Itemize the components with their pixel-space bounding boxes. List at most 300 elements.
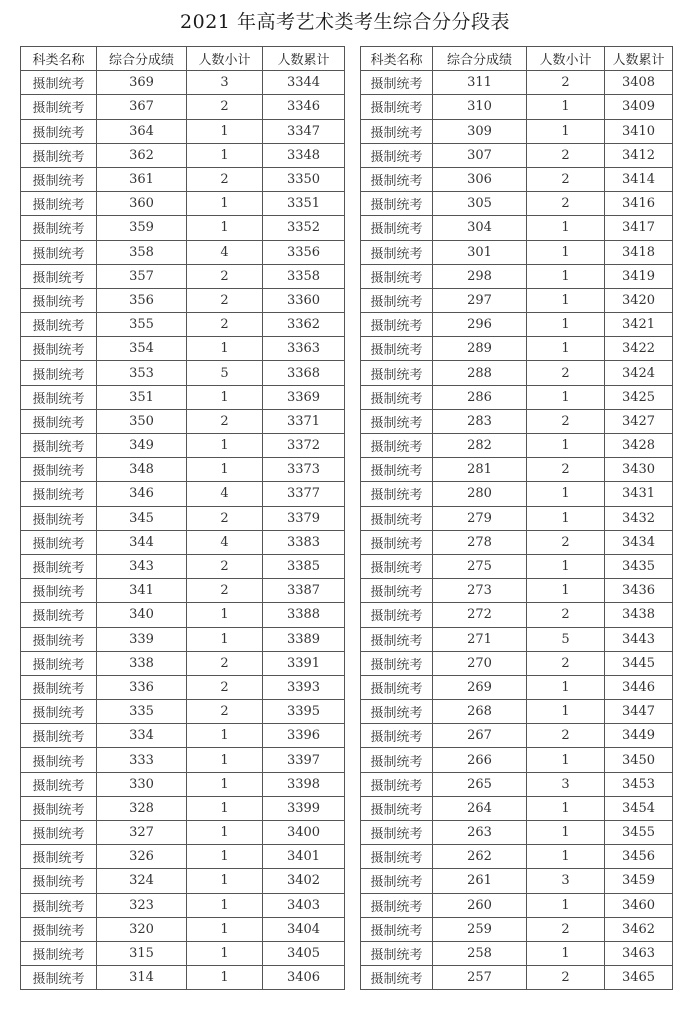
score-cell: 281 [433, 458, 527, 482]
cumulative-cell: 3431 [605, 482, 673, 506]
subject-cell: 摄制统考 [361, 167, 433, 191]
table-row [361, 966, 673, 990]
table-row [21, 119, 345, 143]
count-cell: 1 [187, 845, 263, 869]
table-row [21, 796, 345, 820]
table-row [21, 941, 345, 965]
count-cell: 1 [187, 337, 263, 361]
count-cell: 2 [527, 458, 605, 482]
count-cell: 2 [527, 966, 605, 990]
subject-cell: 摄制统考 [361, 361, 433, 385]
table-row [21, 917, 345, 941]
subject-cell: 摄制统考 [21, 821, 97, 845]
score-cell: 263 [433, 821, 527, 845]
cumulative-cell: 3425 [605, 385, 673, 409]
count-cell: 1 [527, 434, 605, 458]
subject-cell: 摄制统考 [361, 458, 433, 482]
count-cell: 2 [527, 361, 605, 385]
count-cell: 1 [187, 893, 263, 917]
cumulative-cell: 3404 [263, 917, 345, 941]
subject-cell: 摄制统考 [361, 192, 433, 216]
count-cell: 2 [527, 143, 605, 167]
score-cell: 289 [433, 337, 527, 361]
header-cumulative: 人数累计 [263, 47, 345, 71]
cumulative-cell: 3391 [263, 651, 345, 675]
score-cell: 309 [433, 119, 527, 143]
subject-cell: 摄制统考 [21, 167, 97, 191]
table-header-row [361, 47, 673, 71]
count-cell: 1 [527, 337, 605, 361]
subject-cell: 摄制统考 [21, 966, 97, 990]
subject-cell: 摄制统考 [21, 409, 97, 433]
subject-cell: 摄制统考 [21, 482, 97, 506]
score-cell: 307 [433, 143, 527, 167]
score-cell: 267 [433, 724, 527, 748]
count-cell: 2 [187, 264, 263, 288]
score-cell: 359 [97, 216, 187, 240]
subject-cell: 摄制统考 [361, 651, 433, 675]
table-row [361, 603, 673, 627]
subject-cell: 摄制统考 [21, 554, 97, 578]
count-cell: 1 [527, 264, 605, 288]
table-row [21, 288, 345, 312]
header-count: 人数小计 [187, 47, 263, 71]
cumulative-cell: 3420 [605, 288, 673, 312]
count-cell: 3 [527, 869, 605, 893]
table-header-row [21, 47, 345, 71]
table-row [361, 143, 673, 167]
cumulative-cell: 3416 [605, 192, 673, 216]
subject-cell: 摄制统考 [21, 95, 97, 119]
subject-cell: 摄制统考 [361, 554, 433, 578]
cumulative-cell: 3371 [263, 409, 345, 433]
count-cell: 3 [187, 71, 263, 95]
count-cell: 2 [527, 167, 605, 191]
cumulative-cell: 3377 [263, 482, 345, 506]
score-cell: 338 [97, 651, 187, 675]
count-cell: 1 [187, 724, 263, 748]
count-cell: 1 [187, 869, 263, 893]
table-row [21, 313, 345, 337]
score-cell: 367 [97, 95, 187, 119]
count-cell: 1 [527, 675, 605, 699]
cumulative-cell: 3368 [263, 361, 345, 385]
subject-cell: 摄制统考 [361, 772, 433, 796]
count-cell: 1 [187, 603, 263, 627]
table-row [21, 240, 345, 264]
cumulative-cell: 3419 [605, 264, 673, 288]
score-cell: 345 [97, 506, 187, 530]
subject-cell: 摄制统考 [21, 434, 97, 458]
subject-cell: 摄制统考 [21, 143, 97, 167]
score-cell: 360 [97, 192, 187, 216]
score-cell: 351 [97, 385, 187, 409]
count-cell: 1 [527, 700, 605, 724]
cumulative-cell: 3434 [605, 530, 673, 554]
subject-cell: 摄制统考 [21, 748, 97, 772]
subject-cell: 摄制统考 [361, 482, 433, 506]
table-row [361, 845, 673, 869]
score-cell: 334 [97, 724, 187, 748]
count-cell: 1 [187, 192, 263, 216]
table-row [361, 893, 673, 917]
cumulative-cell: 3395 [263, 700, 345, 724]
cumulative-cell: 3430 [605, 458, 673, 482]
table-row [361, 869, 673, 893]
table-row [361, 313, 673, 337]
cumulative-cell: 3462 [605, 917, 673, 941]
subject-cell: 摄制统考 [361, 337, 433, 361]
subject-cell: 摄制统考 [361, 409, 433, 433]
table-row [21, 603, 345, 627]
table-row [361, 458, 673, 482]
count-cell: 1 [527, 240, 605, 264]
subject-cell: 摄制统考 [21, 530, 97, 554]
score-cell: 286 [433, 385, 527, 409]
count-cell: 1 [527, 893, 605, 917]
count-cell: 2 [187, 95, 263, 119]
score-table-right [360, 46, 673, 990]
table-row [361, 167, 673, 191]
table-row [361, 119, 673, 143]
subject-cell: 摄制统考 [361, 264, 433, 288]
cumulative-cell: 3432 [605, 506, 673, 530]
score-cell: 270 [433, 651, 527, 675]
subject-cell: 摄制统考 [361, 95, 433, 119]
subject-cell: 摄制统考 [21, 579, 97, 603]
count-cell: 2 [527, 192, 605, 216]
cumulative-cell: 3348 [263, 143, 345, 167]
count-cell: 2 [187, 700, 263, 724]
table-row [361, 506, 673, 530]
subject-cell: 摄制统考 [361, 845, 433, 869]
score-cell: 344 [97, 530, 187, 554]
subject-cell: 摄制统考 [361, 821, 433, 845]
score-cell: 262 [433, 845, 527, 869]
cumulative-cell: 3459 [605, 869, 673, 893]
score-cell: 301 [433, 240, 527, 264]
score-cell: 355 [97, 313, 187, 337]
cumulative-cell: 3424 [605, 361, 673, 385]
score-cell: 259 [433, 917, 527, 941]
count-cell: 2 [187, 506, 263, 530]
count-cell: 2 [527, 917, 605, 941]
header-subject: 科类名称 [361, 47, 433, 71]
count-cell: 1 [187, 385, 263, 409]
subject-cell: 摄制统考 [21, 71, 97, 95]
table-row [361, 216, 673, 240]
subject-cell: 摄制统考 [361, 71, 433, 95]
score-table-left [20, 46, 345, 990]
table-row [21, 627, 345, 651]
subject-cell: 摄制统考 [21, 651, 97, 675]
subject-cell: 摄制统考 [21, 119, 97, 143]
score-cell: 261 [433, 869, 527, 893]
subject-cell: 摄制统考 [361, 530, 433, 554]
subject-cell: 摄制统考 [21, 264, 97, 288]
table-row [21, 845, 345, 869]
subject-cell: 摄制统考 [361, 579, 433, 603]
count-cell: 1 [187, 119, 263, 143]
score-cell: 323 [97, 893, 187, 917]
table-row [21, 482, 345, 506]
score-cell: 341 [97, 579, 187, 603]
page-title: 2021 年高考艺术类考生综合分分段表 [180, 11, 510, 33]
count-cell: 2 [527, 724, 605, 748]
table-row [361, 337, 673, 361]
count-cell: 2 [187, 675, 263, 699]
count-cell: 3 [527, 772, 605, 796]
cumulative-cell: 3463 [605, 941, 673, 965]
cumulative-cell: 3435 [605, 554, 673, 578]
score-cell: 273 [433, 579, 527, 603]
cumulative-cell: 3453 [605, 772, 673, 796]
score-cell: 306 [433, 167, 527, 191]
cumulative-cell: 3436 [605, 579, 673, 603]
cumulative-cell: 3372 [263, 434, 345, 458]
count-cell: 4 [187, 240, 263, 264]
cumulative-cell: 3393 [263, 675, 345, 699]
table-row [361, 941, 673, 965]
table-row [361, 264, 673, 288]
count-cell: 2 [187, 554, 263, 578]
table-row [361, 917, 673, 941]
subject-cell: 摄制统考 [361, 603, 433, 627]
table-row [21, 869, 345, 893]
cumulative-cell: 3352 [263, 216, 345, 240]
table-row [361, 821, 673, 845]
table-row [361, 385, 673, 409]
table-row [361, 71, 673, 95]
count-cell: 2 [187, 579, 263, 603]
count-cell: 5 [187, 361, 263, 385]
count-cell: 4 [187, 530, 263, 554]
score-cell: 349 [97, 434, 187, 458]
score-cell: 336 [97, 675, 187, 699]
subject-cell: 摄制统考 [21, 675, 97, 699]
cumulative-cell: 3398 [263, 772, 345, 796]
cumulative-cell: 3406 [263, 966, 345, 990]
table-row [361, 530, 673, 554]
count-cell: 2 [527, 409, 605, 433]
cumulative-cell: 3412 [605, 143, 673, 167]
table-row [21, 966, 345, 990]
subject-cell: 摄制统考 [21, 506, 97, 530]
score-cell: 310 [433, 95, 527, 119]
table-row [361, 724, 673, 748]
subject-cell: 摄制统考 [361, 506, 433, 530]
table-row [21, 506, 345, 530]
subject-cell: 摄制统考 [361, 941, 433, 965]
score-cell: 339 [97, 627, 187, 651]
subject-cell: 摄制统考 [21, 845, 97, 869]
score-cell: 269 [433, 675, 527, 699]
score-cell: 364 [97, 119, 187, 143]
subject-cell: 摄制统考 [21, 458, 97, 482]
score-cell: 324 [97, 869, 187, 893]
score-cell: 350 [97, 409, 187, 433]
cumulative-cell: 3402 [263, 869, 345, 893]
score-cell: 279 [433, 506, 527, 530]
table-row [21, 772, 345, 796]
score-cell: 340 [97, 603, 187, 627]
cumulative-cell: 3455 [605, 821, 673, 845]
subject-cell: 摄制统考 [361, 119, 433, 143]
table-row [21, 579, 345, 603]
score-cell: 320 [97, 917, 187, 941]
count-cell: 4 [187, 482, 263, 506]
score-cell: 282 [433, 434, 527, 458]
table-row [21, 554, 345, 578]
count-cell: 1 [527, 554, 605, 578]
score-cell: 296 [433, 313, 527, 337]
table-row [21, 167, 345, 191]
subject-cell: 摄制统考 [21, 941, 97, 965]
cumulative-cell: 3428 [605, 434, 673, 458]
cumulative-cell: 3385 [263, 554, 345, 578]
table-row [361, 579, 673, 603]
cumulative-cell: 3438 [605, 603, 673, 627]
table-row [361, 95, 673, 119]
subject-cell: 摄制统考 [21, 240, 97, 264]
table-row [21, 95, 345, 119]
cumulative-cell: 3350 [263, 167, 345, 191]
cumulative-cell: 3358 [263, 264, 345, 288]
cumulative-cell: 3427 [605, 409, 673, 433]
table-row [361, 482, 673, 506]
cumulative-cell: 3356 [263, 240, 345, 264]
count-cell: 1 [187, 216, 263, 240]
score-cell: 353 [97, 361, 187, 385]
cumulative-cell: 3408 [605, 71, 673, 95]
score-cell: 265 [433, 772, 527, 796]
count-cell: 1 [527, 845, 605, 869]
cumulative-cell: 3446 [605, 675, 673, 699]
cumulative-cell: 3360 [263, 288, 345, 312]
cumulative-cell: 3422 [605, 337, 673, 361]
score-cell: 354 [97, 337, 187, 361]
cumulative-cell: 3401 [263, 845, 345, 869]
score-cell: 271 [433, 627, 527, 651]
table-row [21, 458, 345, 482]
subject-cell: 摄制统考 [361, 893, 433, 917]
cumulative-cell: 3388 [263, 603, 345, 627]
score-cell: 258 [433, 941, 527, 965]
subject-cell: 摄制统考 [21, 724, 97, 748]
cumulative-cell: 3344 [263, 71, 345, 95]
table-row [21, 409, 345, 433]
table-row [21, 724, 345, 748]
score-cell: 328 [97, 796, 187, 820]
header-subject: 科类名称 [21, 47, 97, 71]
score-cell: 257 [433, 966, 527, 990]
cumulative-cell: 3399 [263, 796, 345, 820]
cumulative-cell: 3400 [263, 821, 345, 845]
header-count: 人数小计 [527, 47, 605, 71]
cumulative-cell: 3409 [605, 95, 673, 119]
count-cell: 2 [527, 603, 605, 627]
count-cell: 1 [527, 95, 605, 119]
table-row [21, 71, 345, 95]
table-row [21, 821, 345, 845]
count-cell: 2 [187, 651, 263, 675]
subject-cell: 摄制统考 [361, 434, 433, 458]
score-cell: 304 [433, 216, 527, 240]
table-row [21, 434, 345, 458]
score-cell: 327 [97, 821, 187, 845]
count-cell: 1 [527, 506, 605, 530]
score-cell: 283 [433, 409, 527, 433]
subject-cell: 摄制统考 [21, 216, 97, 240]
count-cell: 1 [187, 772, 263, 796]
table-row [21, 530, 345, 554]
count-cell: 2 [187, 409, 263, 433]
score-cell: 311 [433, 71, 527, 95]
table-row [21, 216, 345, 240]
subject-cell: 摄制统考 [361, 966, 433, 990]
cumulative-cell: 3405 [263, 941, 345, 965]
subject-cell: 摄制统考 [21, 385, 97, 409]
subject-cell: 摄制统考 [21, 893, 97, 917]
table-row [361, 554, 673, 578]
table-row [361, 240, 673, 264]
subject-cell: 摄制统考 [361, 869, 433, 893]
count-cell: 1 [187, 966, 263, 990]
table-row [21, 192, 345, 216]
count-cell: 2 [527, 651, 605, 675]
count-cell: 1 [187, 917, 263, 941]
cumulative-cell: 3447 [605, 700, 673, 724]
cumulative-cell: 3456 [605, 845, 673, 869]
count-cell: 1 [187, 434, 263, 458]
score-cell: 348 [97, 458, 187, 482]
count-cell: 1 [527, 385, 605, 409]
table-row [21, 893, 345, 917]
count-cell: 1 [527, 313, 605, 337]
table-row [361, 434, 673, 458]
table-row [361, 361, 673, 385]
subject-cell: 摄制统考 [361, 240, 433, 264]
cumulative-cell: 3363 [263, 337, 345, 361]
count-cell: 1 [187, 458, 263, 482]
cumulative-cell: 3362 [263, 313, 345, 337]
score-cell: 361 [97, 167, 187, 191]
score-cell: 330 [97, 772, 187, 796]
subject-cell: 摄制统考 [361, 748, 433, 772]
subject-cell: 摄制统考 [361, 313, 433, 337]
score-cell: 264 [433, 796, 527, 820]
cumulative-cell: 3403 [263, 893, 345, 917]
table-row [21, 143, 345, 167]
subject-cell: 摄制统考 [361, 216, 433, 240]
count-cell: 2 [187, 288, 263, 312]
subject-cell: 摄制统考 [361, 385, 433, 409]
cumulative-cell: 3379 [263, 506, 345, 530]
table-row [21, 361, 345, 385]
table-row [21, 748, 345, 772]
subject-cell: 摄制统考 [361, 724, 433, 748]
score-cell: 275 [433, 554, 527, 578]
count-cell: 1 [527, 482, 605, 506]
subject-cell: 摄制统考 [21, 361, 97, 385]
table-row [361, 288, 673, 312]
subject-cell: 摄制统考 [361, 700, 433, 724]
count-cell: 1 [527, 288, 605, 312]
count-cell: 2 [187, 313, 263, 337]
count-cell: 1 [527, 941, 605, 965]
cumulative-cell: 3347 [263, 119, 345, 143]
cumulative-cell: 3465 [605, 966, 673, 990]
